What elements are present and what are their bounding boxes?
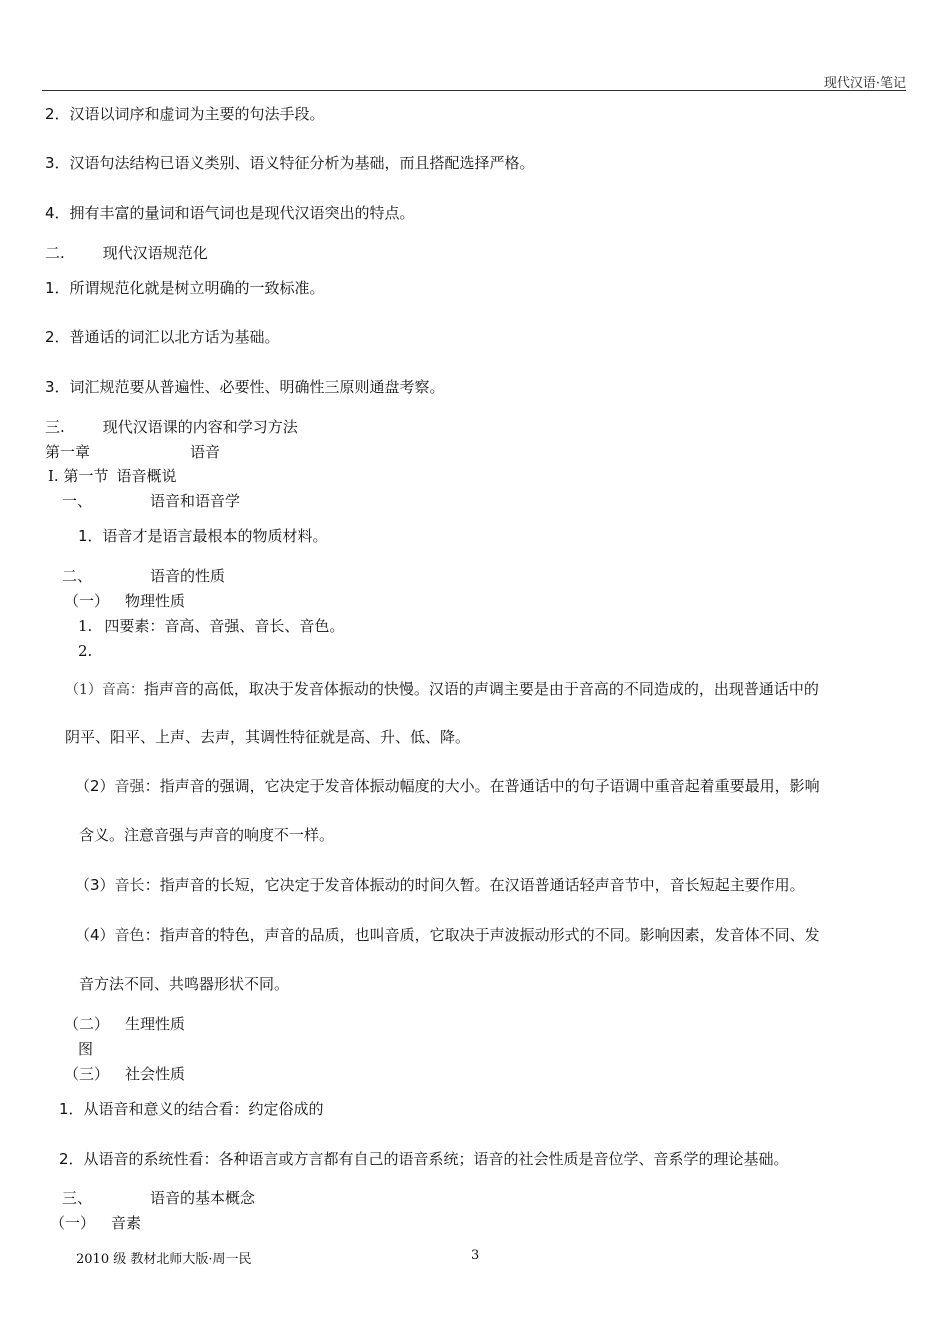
phoneme-heading: （一） 音素 [50,1214,142,1232]
norm-item-3: 3．词汇规范要从普遍性、必要性、明确性三原则通盘考察。 [45,378,445,396]
chapter-heading: 第一章 语音 [45,443,221,461]
intensity-paragraph-line-2: 含义。注意音强与声音的响度不一样。 [79,826,335,844]
page-number: 3 [471,1248,480,1263]
pitch-paragraph-line-2: 阴平、阳平、上声、去声，其调性特征就是高、升、低、降。 [65,728,471,746]
section-2-heading: 二. 现代汉语规范化 [45,244,208,262]
timbre-paragraph-line-2: 音方法不同、共鸣器形状不同。 [79,975,290,993]
running-header: 现代汉语·笔记 [823,76,906,91]
norm-item-1: 1．所谓规范化就是树立明确的一致标准。 [45,279,325,297]
point-3: 3．汉语句法结构已语义类别、语义特征分析为基础，而且搭配选择严格。 [45,154,535,172]
social-heading: （三） 社会性质 [64,1065,186,1083]
timbre-paragraph-line-1: （4）音色：指声音的特色，声音的品质，也叫音质，它取决于声波振动形式的不同。影响因素，发音体不同、发 [75,926,820,944]
physiological-heading: （二） 生理性质 [64,1015,186,1033]
physical-item-2: 2. [78,642,93,660]
subsection-1-heading: 一、 语音和语音学 [62,492,241,510]
figure-placeholder: 图 [78,1040,94,1058]
subsection-2-heading: 二、 语音的性质 [62,567,226,585]
header-divider [42,90,906,91]
intensity-paragraph-line-1: （2）音强：指声音的强调，它决定于发音体振动幅度的大小。在普通话中的句子语调中重音起着重要最用，影响 [75,777,820,795]
point-4: 4．拥有丰富的量词和语气词也是现代汉语突出的特点。 [45,204,415,222]
pitch-paragraph-line-1: （1）音高：指声音的高低，取决于发音体振动的快慢。汉语的声调主要是由于音高的不同造成的，出现普通话中的 [65,680,819,698]
social-item-2: 2．从语音的系统性看：各种语言或方言都有自己的语音系统；语音的社会性质是音位学、音系学的理论基础。 [59,1150,789,1168]
footer-source: 2010 级 教材北师大版·周一民 [76,1252,252,1267]
subsection-1-item: 1．语音才是语言最根本的物质材料。 [78,527,328,545]
norm-item-2: 2．普通话的词汇以北方话为基础。 [45,328,280,346]
section-heading: Ⅰ. 第一节 语音概说 [48,467,177,485]
subsection-3-heading: 三、 语音的基本概念 [62,1189,256,1207]
section-3-heading: 三. 现代汉语课的内容和学习方法 [45,418,298,436]
physical-item-1: 1. 四要素：音高、音强、音长、音色。 [78,617,345,635]
point-2: 2．汉语以词序和虚词为主要的句法手段。 [45,105,325,123]
social-item-1: 1．从语音和意义的结合看：约定俗成的 [59,1100,324,1118]
physical-heading: （一） 物理性质 [64,592,186,610]
length-paragraph: （3）音长：指声音的长短，它决定于发音体振动的时间久暂。在汉语普通话轻声音节中，音长短起主要作用。 [75,876,805,894]
